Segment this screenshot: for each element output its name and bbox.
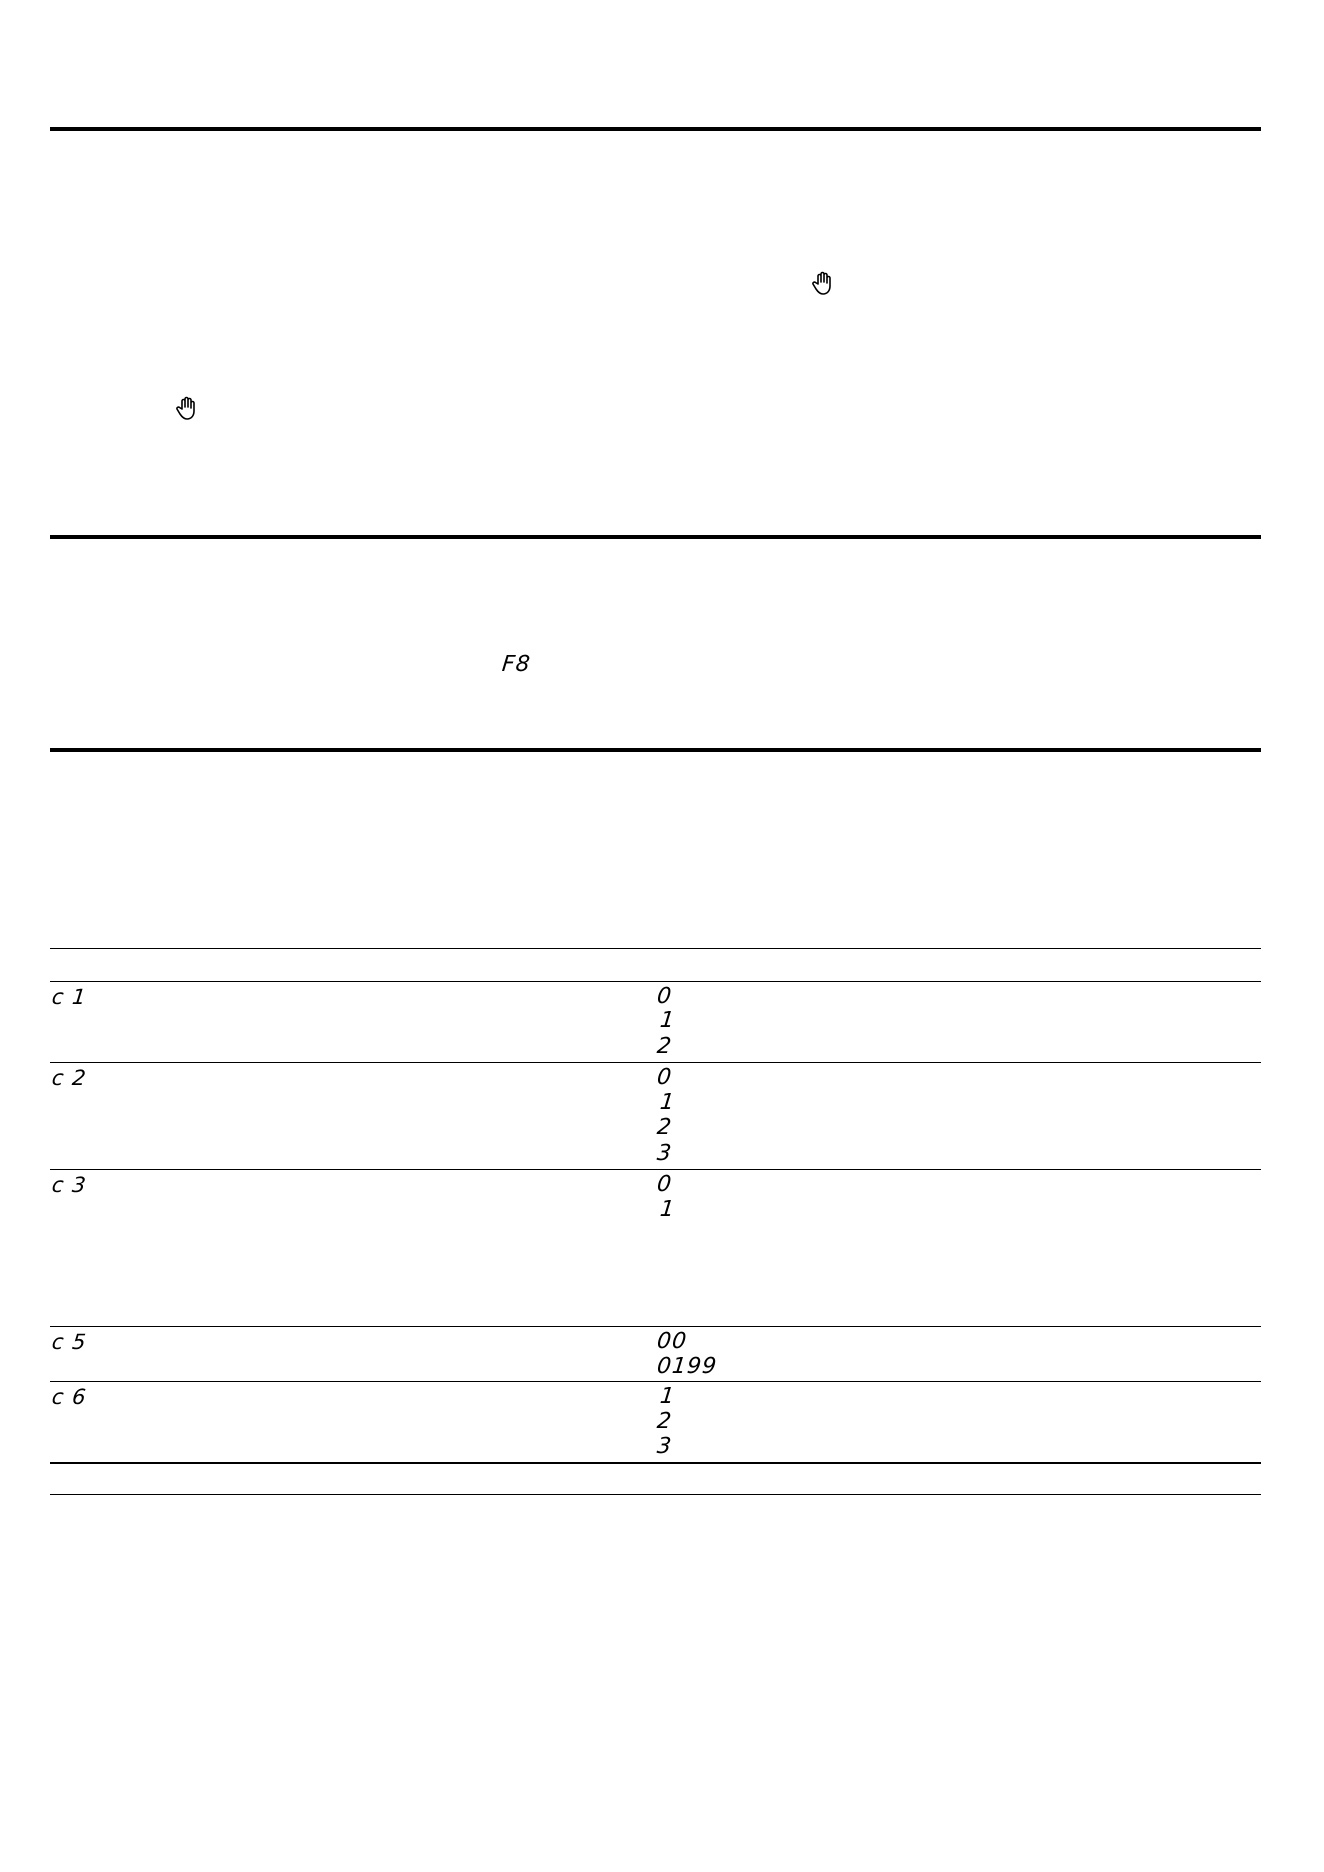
setting-code: c 1 — [50, 985, 88, 1009]
table-row-divider — [50, 1169, 1261, 1170]
setting-value: 2 — [655, 1115, 674, 1140]
table-top-rule — [50, 948, 1261, 949]
setting-value: 1 — [658, 1197, 677, 1222]
setting-code: c 5 — [50, 1330, 88, 1354]
setting-value: 0199 — [655, 1354, 719, 1379]
setting-value: 3 — [655, 1141, 674, 1166]
table-footer-rule — [50, 1494, 1261, 1495]
section-rule-3 — [50, 748, 1261, 752]
setting-code: c 2 — [50, 1066, 88, 1090]
setting-value: 1 — [658, 1384, 677, 1409]
error-code-display: F8 — [500, 652, 533, 677]
setting-code: c 3 — [50, 1173, 88, 1197]
setting-value: 1 — [658, 1008, 677, 1033]
setting-value: 0 — [655, 984, 674, 1009]
setting-code: c 6 — [50, 1385, 88, 1409]
setting-value: 00 — [655, 1329, 689, 1354]
hand-icon — [812, 270, 834, 296]
setting-value: 0 — [655, 1065, 674, 1090]
table-row-divider — [50, 1326, 1261, 1327]
setting-value: 2 — [655, 1409, 674, 1434]
table-header-rule — [50, 981, 1261, 982]
section-rule-top — [50, 127, 1261, 131]
table-bottom-rule — [50, 1462, 1261, 1464]
hand-icon — [176, 395, 198, 421]
setting-value: 1 — [658, 1090, 677, 1115]
setting-value: 2 — [655, 1034, 674, 1059]
table-row-divider — [50, 1062, 1261, 1063]
section-rule-2 — [50, 535, 1261, 539]
table-row-divider — [50, 1381, 1261, 1382]
setting-value: 0 — [655, 1172, 674, 1197]
setting-value: 3 — [655, 1434, 674, 1459]
